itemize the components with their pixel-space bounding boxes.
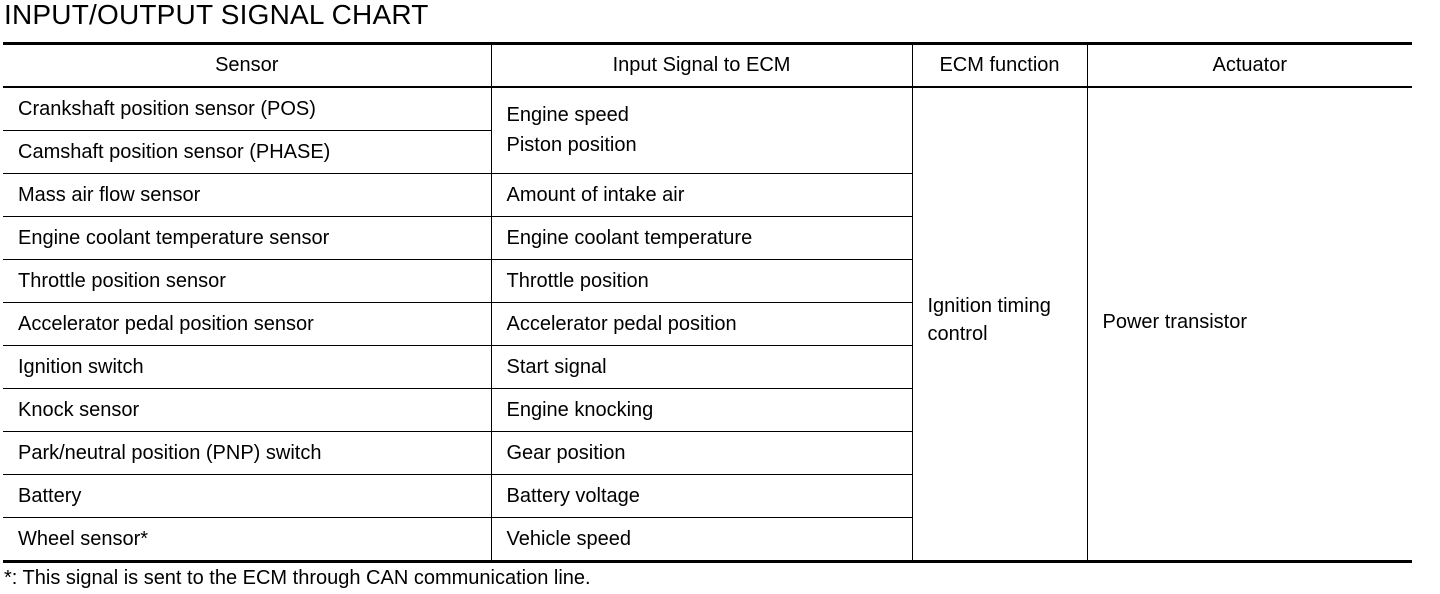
signal-cell: Engine coolant temperature: [491, 217, 912, 260]
page-title: INPUT/OUTPUT SIGNAL CHART: [4, 0, 429, 30]
ecm-function-cell: [912, 87, 1087, 562]
sensor-cell: Ignition switch: [3, 346, 491, 389]
header-sensor: Sensor: [3, 44, 491, 88]
sensor-cell: Crankshaft position sensor (POS): [3, 87, 491, 131]
sensor-cell: Knock sensor: [3, 389, 491, 432]
sensor-cell: Wheel sensor*: [3, 518, 491, 562]
footnote: *: This signal is sent to the ECM through CAN communication line.: [4, 567, 591, 589]
signal-cell: Throttle position: [491, 260, 912, 303]
table-row: [3, 87, 1412, 131]
table-header-row: [3, 44, 1412, 88]
signal-line: Engine speed: [506, 104, 629, 126]
io-signal-table: [3, 42, 1412, 563]
sensor-cell: Mass air flow sensor: [3, 174, 491, 217]
sensor-cell: Park/neutral position (PNP) switch: [3, 432, 491, 475]
signal-cell: Vehicle speed: [491, 518, 912, 562]
signal-cell: Amount of intake air: [491, 174, 912, 217]
actuator-cell: Power transistor: [1087, 87, 1412, 562]
signal-cell: Accelerator pedal position: [491, 303, 912, 346]
signal-cell: Engine knocking: [491, 389, 912, 432]
sensor-cell: Battery: [3, 475, 491, 518]
signal-line: Piston position: [506, 134, 637, 156]
header-actuator: Actuator: [1087, 44, 1412, 88]
ecm-function-line: control: [927, 323, 988, 345]
sensor-cell: Engine coolant temperature sensor: [3, 217, 491, 260]
signal-cell: Start signal: [491, 346, 912, 389]
header-ecm-function: ECM function: [912, 44, 1087, 88]
signal-cell: Gear position: [491, 432, 912, 475]
signal-cell: Battery voltage: [491, 475, 912, 518]
sensor-cell: Accelerator pedal position sensor: [3, 303, 491, 346]
sensor-cell: Throttle position sensor: [3, 260, 491, 303]
signal-cell-merged: [491, 87, 912, 174]
header-input-signal: Input Signal to ECM: [491, 44, 912, 88]
ecm-function-line: Ignition timing: [927, 295, 1051, 317]
sensor-cell: Camshaft position sensor (PHASE): [3, 131, 491, 174]
